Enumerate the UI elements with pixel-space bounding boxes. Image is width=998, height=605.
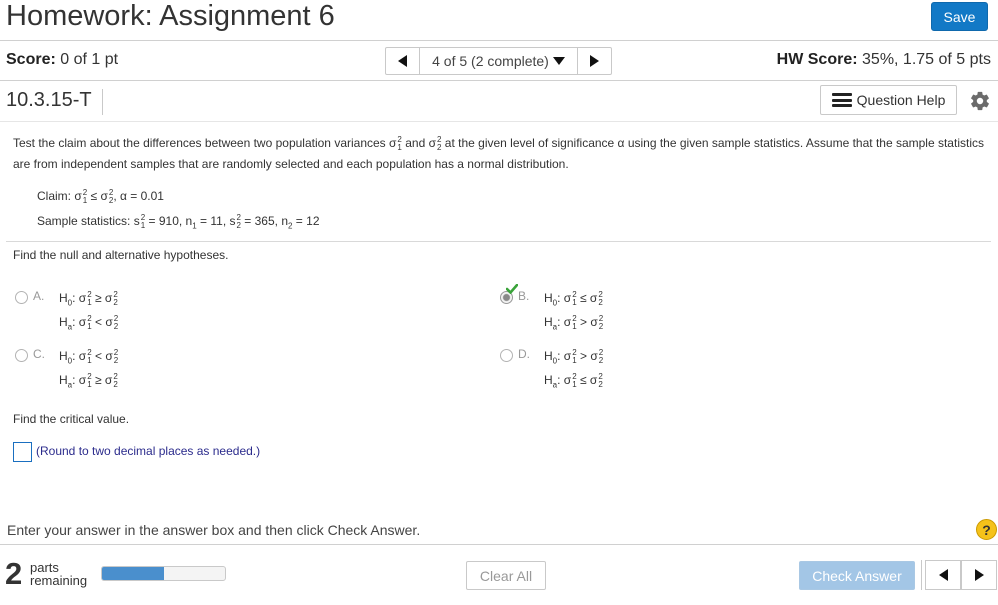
chevron-left-icon xyxy=(398,55,407,67)
option-b-h0: $H_0$: σ 2 1 ≤ σ 2 2 xyxy=(544,290,603,308)
claim-text: Claim: σ xyxy=(37,189,82,203)
score-label: Score: xyxy=(6,51,56,68)
claim-block xyxy=(37,184,320,238)
question-prompt: Test the claim about the differences between two population variances σ 2 1 and σ 2 2 at the given level of significance α using the given sample statistics. Assume that the sample statistics are from independent samples that are randomly selected and each population has a normal distribution. xyxy=(13,134,984,171)
option-d-radio[interactable] xyxy=(500,349,513,362)
footer-previous-button[interactable] xyxy=(925,560,961,590)
question-bar xyxy=(0,81,998,119)
option-letter: B. xyxy=(518,289,530,303)
stats-text: = 12 xyxy=(295,214,320,228)
stats-text: Sample statistics: s xyxy=(37,214,140,228)
option-d-ha: $H_a$: σ 2 1 ≤ σ 2 2 xyxy=(544,372,603,390)
score-value: 0 of 1 pt xyxy=(60,51,119,68)
gear-icon[interactable] xyxy=(969,90,991,112)
header xyxy=(0,0,998,40)
list-icon xyxy=(832,93,852,107)
claim-alpha: , α = 0.01 xyxy=(113,189,164,203)
option-d-h0: $H_0$: σ 2 1 > σ 2 2 xyxy=(544,348,604,366)
question-content xyxy=(0,121,998,516)
stats-text: = 365, n xyxy=(244,214,288,228)
instruction-note: Enter your answer in the answer box and then click Check Answer. xyxy=(7,522,421,538)
option-letter: C. xyxy=(33,347,45,361)
question-help-button[interactable] xyxy=(820,85,957,115)
parts-remaining-label xyxy=(30,561,87,587)
option-letter: A. xyxy=(33,289,45,303)
progress-fill xyxy=(102,567,164,580)
option-a-h0: $H_0$: σ 2 1 ≥ σ 2 2 xyxy=(59,290,118,308)
h0-operator: ≤ xyxy=(580,291,587,306)
sample-stats-line: Sample statistics: s 2 1 = 910, $n_1 = 11$, s 2 2 = 365, $n_2 = 12$ xyxy=(37,212,320,231)
option-c-h0: $H_0$: σ 2 1 < σ 2 2 xyxy=(59,348,119,366)
h0-label: H xyxy=(544,349,553,364)
chevron-right-icon xyxy=(590,55,599,67)
critical-value-input[interactable] xyxy=(13,442,32,462)
ha-operator: ≤ xyxy=(580,373,587,388)
chevron-left-icon xyxy=(939,569,948,581)
hw-score-value: 35%, 1.75 of 5 pts xyxy=(862,51,991,68)
ha-label: H xyxy=(59,373,68,388)
score-bar xyxy=(0,41,998,79)
hw-score-label: HW Score: xyxy=(776,51,858,68)
h0-label: H xyxy=(59,349,68,364)
ha-label: H xyxy=(544,315,553,330)
stats-text: = 910, n xyxy=(148,214,193,228)
score xyxy=(6,51,118,69)
option-a-radio[interactable] xyxy=(15,291,28,304)
question-help-label: Question Help xyxy=(856,92,946,108)
h0-operator: > xyxy=(580,349,588,364)
divider xyxy=(6,241,991,242)
question-dropdown[interactable] xyxy=(419,48,578,74)
previous-question-button[interactable] xyxy=(386,48,419,74)
hw-score xyxy=(777,51,991,69)
option-b-ha: $H_a$: σ 2 1 > σ 2 2 xyxy=(544,314,604,332)
question-position: 4 of 5 (2 complete) xyxy=(432,53,549,69)
ha-operator: < xyxy=(95,315,103,330)
ha-label: H xyxy=(59,315,68,330)
ha-operator: ≥ xyxy=(95,373,102,388)
prompt-text: and σ xyxy=(405,136,436,150)
option-c-ha: $H_a$: σ 2 1 ≥ σ 2 2 xyxy=(59,372,118,390)
footer-next-button[interactable] xyxy=(961,560,997,590)
option-a-ha: $H_a$: σ 2 1 < σ 2 2 xyxy=(59,314,119,332)
chevron-right-icon xyxy=(975,569,984,581)
save-button[interactable]: Save xyxy=(931,2,988,31)
claim-line: Claim: σ 2 1 ≤ σ 2 2 , α = 0.01 xyxy=(37,187,164,205)
h0-label: H xyxy=(544,291,553,306)
question-id: 10.3.15-T xyxy=(6,89,103,115)
option-c-radio[interactable] xyxy=(15,349,28,362)
question-icon[interactable]: ? xyxy=(976,519,997,540)
h0-operator: ≥ xyxy=(95,291,102,306)
h0-operator: < xyxy=(95,349,103,364)
parts-label-line: remaining xyxy=(30,573,88,588)
part1-instruction: Find the null and alternative hypotheses. xyxy=(13,248,229,262)
h0-label: H xyxy=(59,291,68,306)
ha-label: H xyxy=(544,373,553,388)
footer-navigator xyxy=(921,560,997,590)
divider xyxy=(0,544,998,545)
rounding-note: (Round to two decimal places as needed.) xyxy=(36,444,261,458)
option-letter: D. xyxy=(518,347,530,361)
ha-operator: > xyxy=(580,315,588,330)
parts-remaining-count: 2 xyxy=(5,556,23,591)
question-navigator xyxy=(385,47,612,75)
prompt-text: Test the claim about the differences between two population variances σ xyxy=(13,136,397,150)
page-title: Homework: Assignment 6 xyxy=(6,0,335,32)
prompt-text: at the given level of significance α using the given sample statistics. Assume that the sample statistics are from independent samples that are randomly selected and each population has a normal distribution. xyxy=(13,136,984,171)
next-question-button[interactable] xyxy=(578,48,611,74)
dropdown-arrow-icon xyxy=(553,57,565,65)
check-answer-button[interactable]: Check Answer xyxy=(799,561,915,590)
claim-text: ≤ σ xyxy=(90,189,108,203)
parts-label-line: parts xyxy=(30,560,59,575)
stats-text: = 11, s xyxy=(200,214,236,228)
part2-instruction: Find the critical value. xyxy=(13,412,130,426)
clear-all-button[interactable]: Clear All xyxy=(466,561,546,590)
progress-bar xyxy=(101,566,226,581)
checkmark-icon xyxy=(506,284,518,294)
